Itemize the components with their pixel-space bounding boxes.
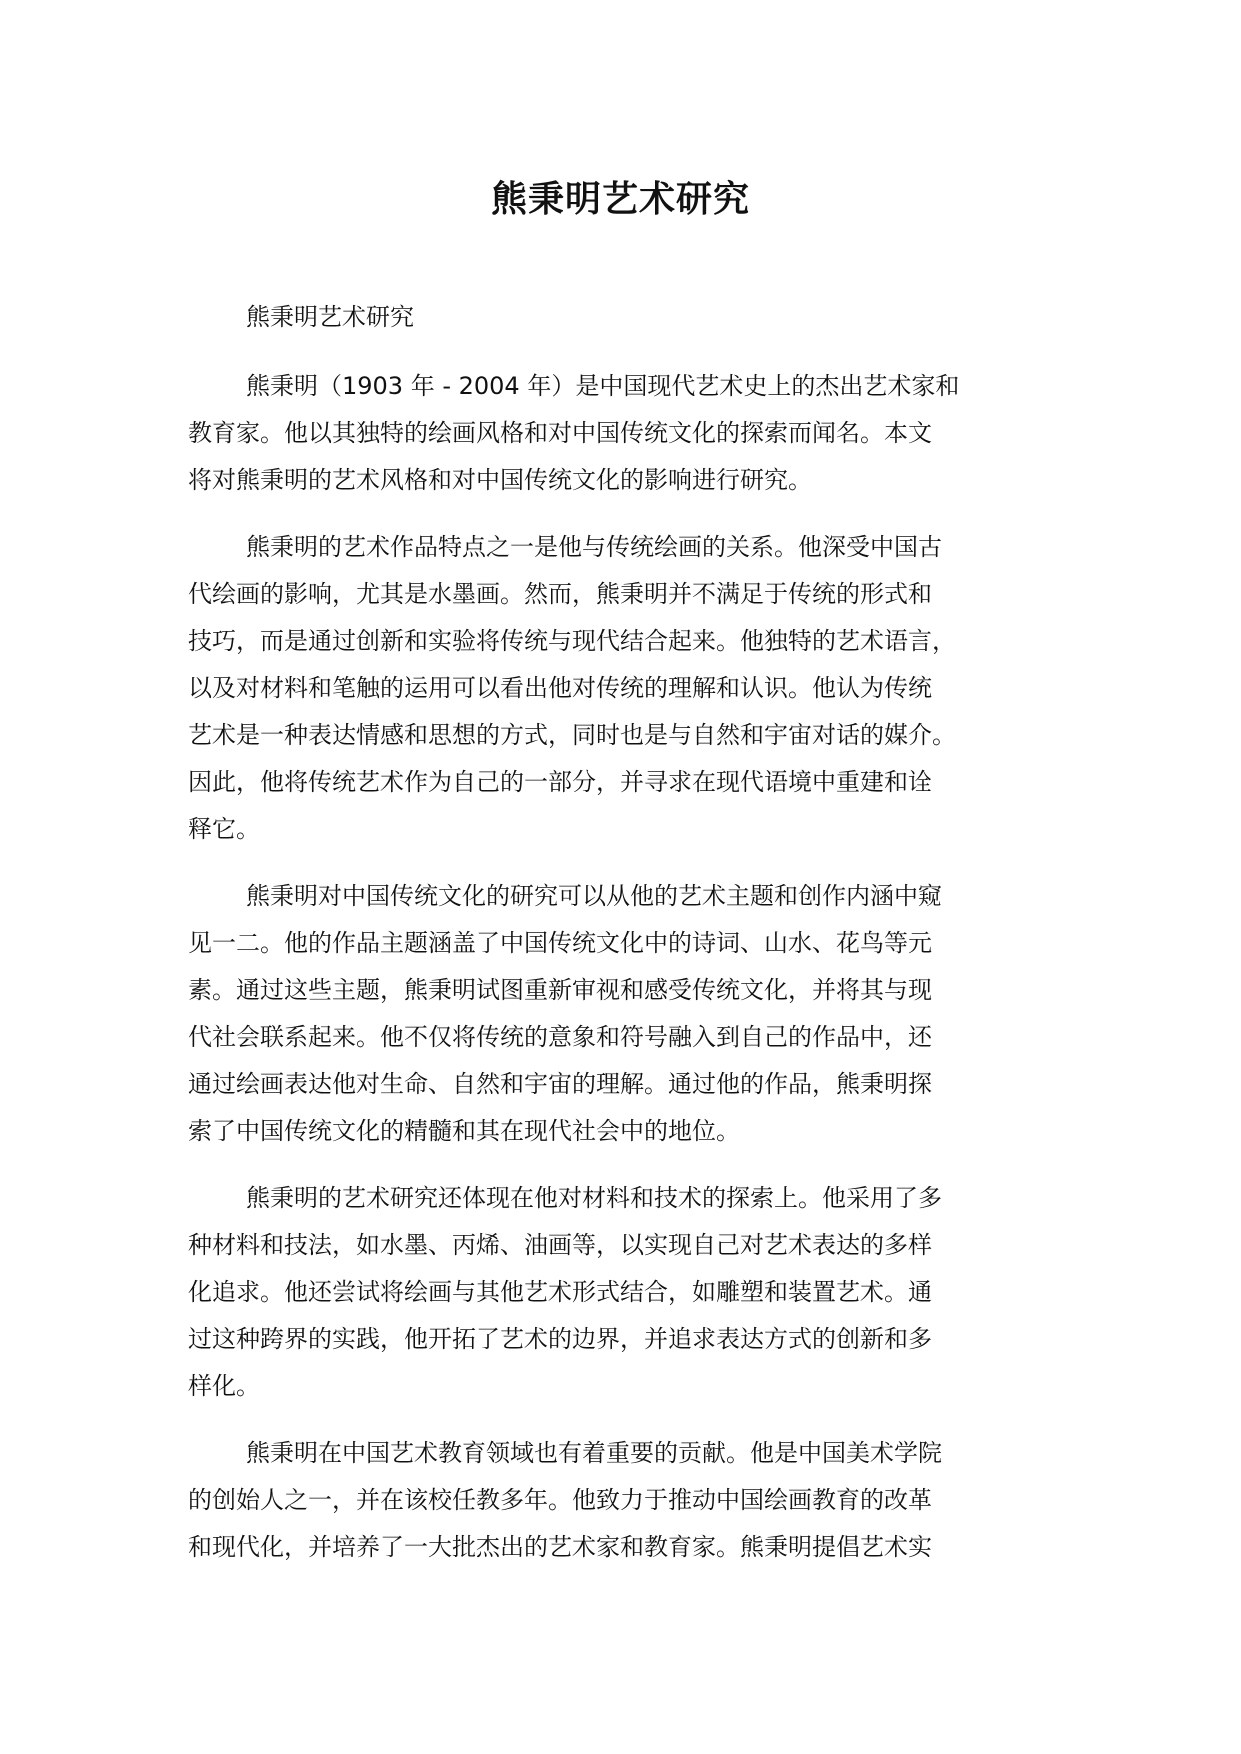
- paragraph-line: 因此，他将传统艺术作为自己的一部分，并寻求在现代语境中重建和诠: [188, 768, 932, 796]
- document-title: 熊秉明艺术研究: [490, 179, 750, 220]
- paragraph-line: 将对熊秉明的艺术风格和对中国传统文化的影响进行研究。: [188, 466, 812, 494]
- paragraph-line: 的创始人之一，并在该校任教多年。他致力于推动中国绘画教育的改革: [188, 1486, 932, 1514]
- paragraph-line: 熊秉明的艺术作品特点之一是他与传统绘画的关系。他深受中国古: [246, 533, 942, 561]
- paragraph-4: [188, 1175, 1078, 1410]
- paragraph-line: 熊秉明（1903 年 - 2004 年）是中国现代艺术史上的杰出艺术家和: [246, 372, 960, 400]
- document-subtitle: [188, 294, 1078, 341]
- paragraph-line: 以及对材料和笔触的运用可以看出他对传统的理解和认识。他认为传统: [188, 674, 932, 702]
- paragraph-line: 索了中国传统文化的精髓和其在现代社会中的地位。: [188, 1117, 740, 1145]
- paragraph-line: 释它。: [188, 815, 260, 843]
- paragraph-2: [188, 524, 1078, 853]
- paragraph-line: 熊秉明在中国艺术教育领域也有着重要的贡献。他是中国美术学院: [246, 1439, 942, 1467]
- paragraph-line: 通过绘画表达他对生命、自然和宇宙的理解。通过他的作品，熊秉明探: [188, 1070, 932, 1098]
- paragraph-3: [188, 873, 1078, 1155]
- paragraph-1: [188, 363, 1078, 504]
- paragraph-line: 见一二。他的作品主题涵盖了中国传统文化中的诗词、山水、花鸟等元: [188, 929, 932, 957]
- paragraph-line: 种材料和技法，如水墨、丙烯、油画等，以实现自己对艺术表达的多样: [188, 1231, 932, 1259]
- paragraph-line: 代社会联系起来。他不仅将传统的意象和符号融入到自己的作品中，还: [188, 1023, 932, 1051]
- paragraph-line: 和现代化，并培养了一大批杰出的艺术家和教育家。熊秉明提倡艺术实: [188, 1533, 932, 1561]
- paragraph-line: 教育家。他以其独特的绘画风格和对中国传统文化的探索而闻名。本文: [188, 419, 932, 447]
- paragraph-5: [188, 1430, 1078, 1571]
- paragraph-line: 代绘画的影响，尤其是水墨画。然而，熊秉明并不满足于传统的形式和: [188, 580, 932, 608]
- document-body: [188, 294, 1078, 1591]
- paragraph-line: 过这种跨界的实践，他开拓了艺术的边界，并追求表达方式的创新和多: [188, 1325, 932, 1353]
- paragraph-line: 熊秉明的艺术研究还体现在他对材料和技术的探索上。他采用了多: [246, 1184, 942, 1212]
- paragraph-line: 素。通过这些主题，熊秉明试图重新审视和感受传统文化，并将其与现: [188, 976, 932, 1004]
- paragraph-line: 艺术是一种表达情感和思想的方式，同时也是与自然和宇宙对话的媒介。: [188, 721, 956, 749]
- paragraph-line: 技巧，而是通过创新和实验将传统与现代结合起来。他独特的艺术语言，: [188, 627, 956, 655]
- paragraph-line: 化追求。他还尝试将绘画与其他艺术形式结合，如雕塑和装置艺术。通: [188, 1278, 932, 1306]
- paragraph-line: 熊秉明对中国传统文化的研究可以从他的艺术主题和创作内涵中窥: [246, 882, 942, 910]
- paragraph-line: 样化。: [188, 1372, 260, 1400]
- subtitle-line: 熊秉明艺术研究: [246, 303, 414, 331]
